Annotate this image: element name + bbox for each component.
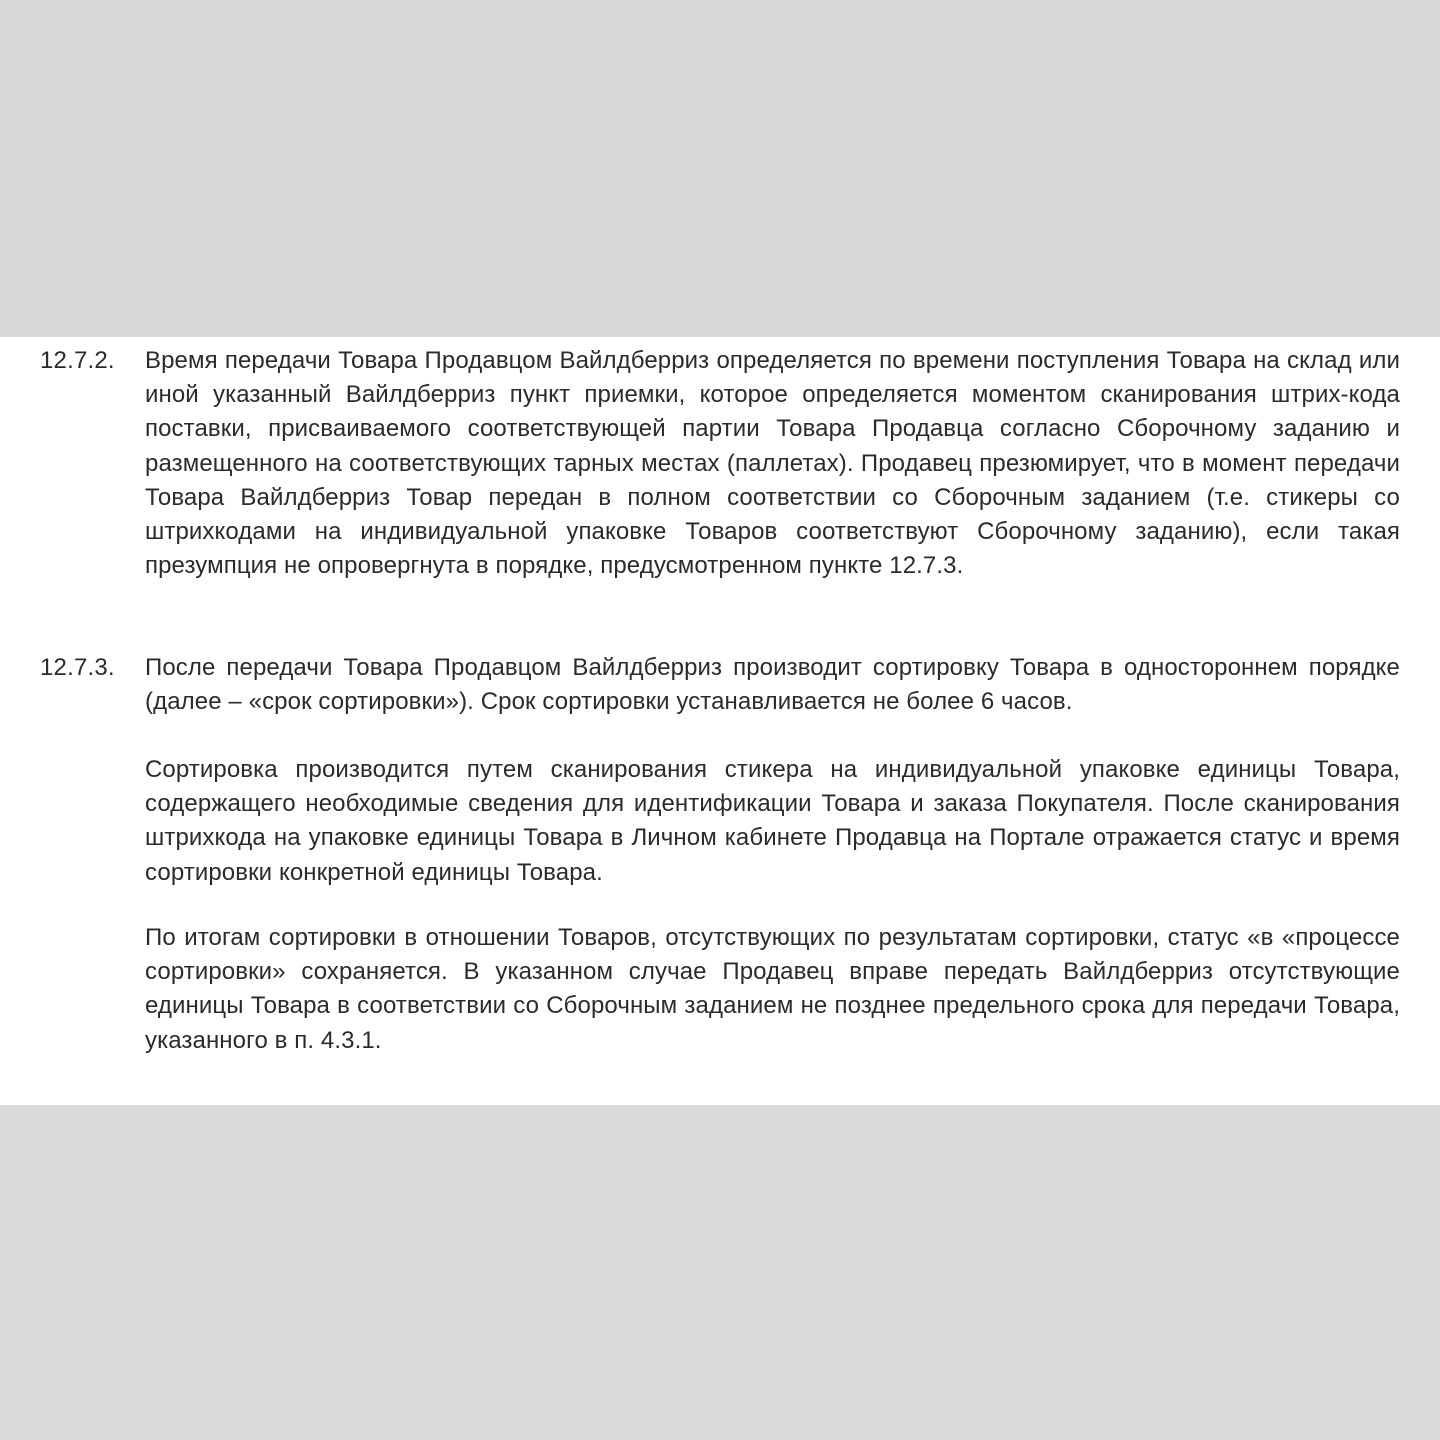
bottom-gray-band <box>0 1105 1440 1440</box>
clause-paragraph: Сортировка производится путем сканирования стикера на индивидуальной упаковке единицы Товара, содержащего необходимые сведения для идентификации Товара и заказа Покупателя. После сканирования штрихкода на упаковке единицы Товара в Личном кабинете Продавца на Портале отражается статус и время сортировки конкретной единицы Товара. <box>145 756 1400 886</box>
top-gray-band <box>0 0 1440 337</box>
clause-number: 12.7.2. <box>40 347 115 374</box>
clause-paragraph: После передачи Товара Продавцом Вайлдберриз производит сортировку Товара в одностороннем порядке (далее – «срок сортировки»). Срок сортировки устанавливается не более 6 часов. <box>145 654 1400 716</box>
clause-number: 12.7.3. <box>40 654 115 681</box>
clause-paragraph: Время передачи Товара Продавцом Вайлдберриз определяется по времени поступления Товара на склад или иной указанный Вайлдберриз пункт приемки, которое определяется моментом сканирования штрих-кода поставки, присваиваемого соответствующей партии Товара Продавца согласно Сборочному заданию и размещенного на соответствующих тарных местах (паллетах). Продавец презюмирует, что в момент передачи Товара Вайлдберриз Товар передан в полном соответствии со Сборочным заданием (т.е. стикеры со штрихкодами на индивидуальной упаковке Товаров соответствуют Сборочному заданию), если такая презумпция не опровергнута в порядке, предусмотренном пункте 12.7.3. <box>145 347 1400 580</box>
clause-paragraph: По итогам сортировки в отношении Товаров, отсутствующих по результатам сортировки, статус «в «процессе сортировки» сохраняется. В указанном случае Продавец вправе передать Вайлдберриз отсутствующие единицы Товара в соответствии со Сборочным заданием не позднее предельного срока для передачи Товара, указанного в п. 4.3.1. <box>145 924 1400 1054</box>
